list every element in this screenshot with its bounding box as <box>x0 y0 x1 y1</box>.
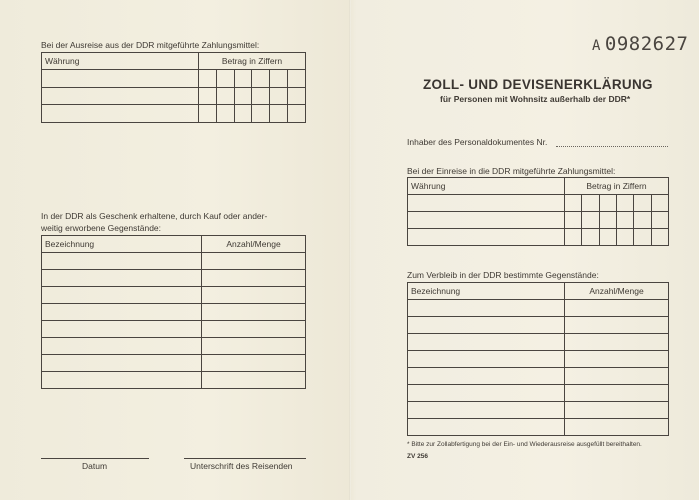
exit-currency-label: Bei der Ausreise aus der DDR mitgeführte Zahlungsmittel: <box>41 40 260 50</box>
digit-cell[interactable] <box>616 212 633 229</box>
digit-cell[interactable] <box>234 70 252 88</box>
digit-cell[interactable] <box>270 105 288 123</box>
digit-cell[interactable] <box>616 229 633 246</box>
date-line[interactable] <box>41 458 149 459</box>
footnote: * Bitte zur Zollabfertigung bei der Ein- und Wiederausreise ausgefüllt bereithalten. <box>407 441 642 448</box>
entry-currency-label: Bei der Einreise in die DDR mitgeführte Zahlungsmittel: <box>407 166 616 176</box>
date-label: Datum <box>82 461 108 471</box>
digit-cell[interactable] <box>270 88 288 105</box>
item-qty-cell[interactable] <box>565 385 669 402</box>
digit-cell[interactable] <box>599 212 616 229</box>
item-qty-cell[interactable] <box>202 304 306 321</box>
item-name-cell[interactable] <box>42 355 202 372</box>
digit-cell[interactable] <box>234 88 252 105</box>
digit-cell[interactable] <box>582 229 599 246</box>
digit-cell[interactable] <box>199 88 217 105</box>
currency-cell[interactable] <box>42 105 199 123</box>
currency-cell[interactable] <box>408 212 565 229</box>
item-name-cell[interactable] <box>42 253 202 270</box>
item-qty-cell[interactable] <box>202 321 306 338</box>
item-name-cell[interactable] <box>408 300 565 317</box>
item-qty-cell[interactable] <box>202 270 306 287</box>
col-currency-header: Währung <box>408 178 565 195</box>
signature-line[interactable] <box>184 458 306 459</box>
digit-cell[interactable] <box>651 229 668 246</box>
serial-digits: 0982627 <box>604 33 689 55</box>
digit-cell[interactable] <box>234 105 252 123</box>
item-qty-cell[interactable] <box>565 419 669 436</box>
digit-cell[interactable] <box>565 229 582 246</box>
gifts-label-line2: weitig erworbene Gegenstände: <box>41 223 162 233</box>
digit-cell[interactable] <box>199 70 217 88</box>
digit-cell[interactable] <box>565 212 582 229</box>
gifts-label-line1: In der DDR als Geschenk erhaltene, durch Kauf oder ander- <box>41 211 268 221</box>
item-name-cell[interactable] <box>408 351 565 368</box>
item-name-cell[interactable] <box>42 338 202 355</box>
digit-cell[interactable] <box>634 229 651 246</box>
signature-label: Unterschrift des Reisenden <box>190 461 293 471</box>
holder-label: Inhaber des Personaldokumentes Nr. <box>407 137 548 147</box>
item-qty-cell[interactable] <box>202 287 306 304</box>
digit-cell[interactable] <box>288 88 306 105</box>
digit-cell[interactable] <box>651 195 668 212</box>
item-name-cell[interactable] <box>42 287 202 304</box>
digit-cell[interactable] <box>270 70 288 88</box>
digit-cell[interactable] <box>288 70 306 88</box>
item-qty-cell[interactable] <box>565 317 669 334</box>
digit-cell[interactable] <box>216 105 234 123</box>
item-qty-cell[interactable] <box>202 355 306 372</box>
form-subtitle: für Personen mit Wohnsitz außerhalb der DDR* <box>440 94 631 104</box>
item-qty-cell[interactable] <box>202 253 306 270</box>
digit-cell[interactable] <box>216 70 234 88</box>
digit-cell[interactable] <box>651 212 668 229</box>
item-name-cell[interactable] <box>408 419 565 436</box>
remain-items-table <box>407 282 669 436</box>
digit-cell[interactable] <box>599 229 616 246</box>
digit-cell[interactable] <box>599 195 616 212</box>
digit-cell[interactable] <box>582 212 599 229</box>
currency-cell[interactable] <box>42 70 199 88</box>
item-name-cell[interactable] <box>408 402 565 419</box>
center-fold <box>349 0 351 500</box>
col-amount-header: Betrag in Ziffern <box>565 178 669 195</box>
digit-cell[interactable] <box>288 105 306 123</box>
item-qty-cell[interactable] <box>565 351 669 368</box>
digit-cell[interactable] <box>582 195 599 212</box>
digit-cell[interactable] <box>199 105 217 123</box>
digit-cell[interactable] <box>634 195 651 212</box>
item-name-cell[interactable] <box>42 321 202 338</box>
col-currency-header: Währung <box>42 53 199 70</box>
currency-cell[interactable] <box>408 229 565 246</box>
col-amount-header: Betrag in Ziffern <box>199 53 306 70</box>
digit-cell[interactable] <box>634 212 651 229</box>
item-name-cell[interactable] <box>42 270 202 287</box>
item-name-cell[interactable] <box>42 304 202 321</box>
entry-currency-table <box>407 177 669 246</box>
holder-number-field[interactable] <box>556 146 668 147</box>
digit-cell[interactable] <box>252 70 270 88</box>
remain-items-label: Zum Verbleib in der DDR bestimmte Gegenstände: <box>407 270 599 280</box>
item-name-cell[interactable] <box>408 334 565 351</box>
item-name-cell[interactable] <box>408 385 565 402</box>
exit-currency-table <box>41 52 306 123</box>
item-name-cell[interactable] <box>408 317 565 334</box>
col-name-header: Bezeichnung <box>42 236 202 253</box>
col-qty-header: Anzahl/Menge <box>202 236 306 253</box>
item-qty-cell[interactable] <box>565 368 669 385</box>
item-name-cell[interactable] <box>42 372 202 389</box>
item-qty-cell[interactable] <box>202 338 306 355</box>
item-qty-cell[interactable] <box>202 372 306 389</box>
gifts-table <box>41 235 306 389</box>
item-qty-cell[interactable] <box>565 334 669 351</box>
currency-cell[interactable] <box>42 88 199 105</box>
item-name-cell[interactable] <box>408 368 565 385</box>
serial-number <box>592 33 688 55</box>
item-qty-cell[interactable] <box>565 402 669 419</box>
serial-prefix: A <box>592 38 601 54</box>
digit-cell[interactable] <box>252 88 270 105</box>
form-title: ZOLL- UND DEVISENERKLÄRUNG <box>423 77 653 92</box>
digit-cell[interactable] <box>616 195 633 212</box>
digit-cell[interactable] <box>216 88 234 105</box>
item-qty-cell[interactable] <box>565 300 669 317</box>
col-name-header: Bezeichnung <box>408 283 565 300</box>
digit-cell[interactable] <box>252 105 270 123</box>
col-qty-header: Anzahl/Menge <box>565 283 669 300</box>
digit-cell[interactable] <box>565 195 582 212</box>
currency-cell[interactable] <box>408 195 565 212</box>
form-code: ZV 256 <box>407 453 428 460</box>
